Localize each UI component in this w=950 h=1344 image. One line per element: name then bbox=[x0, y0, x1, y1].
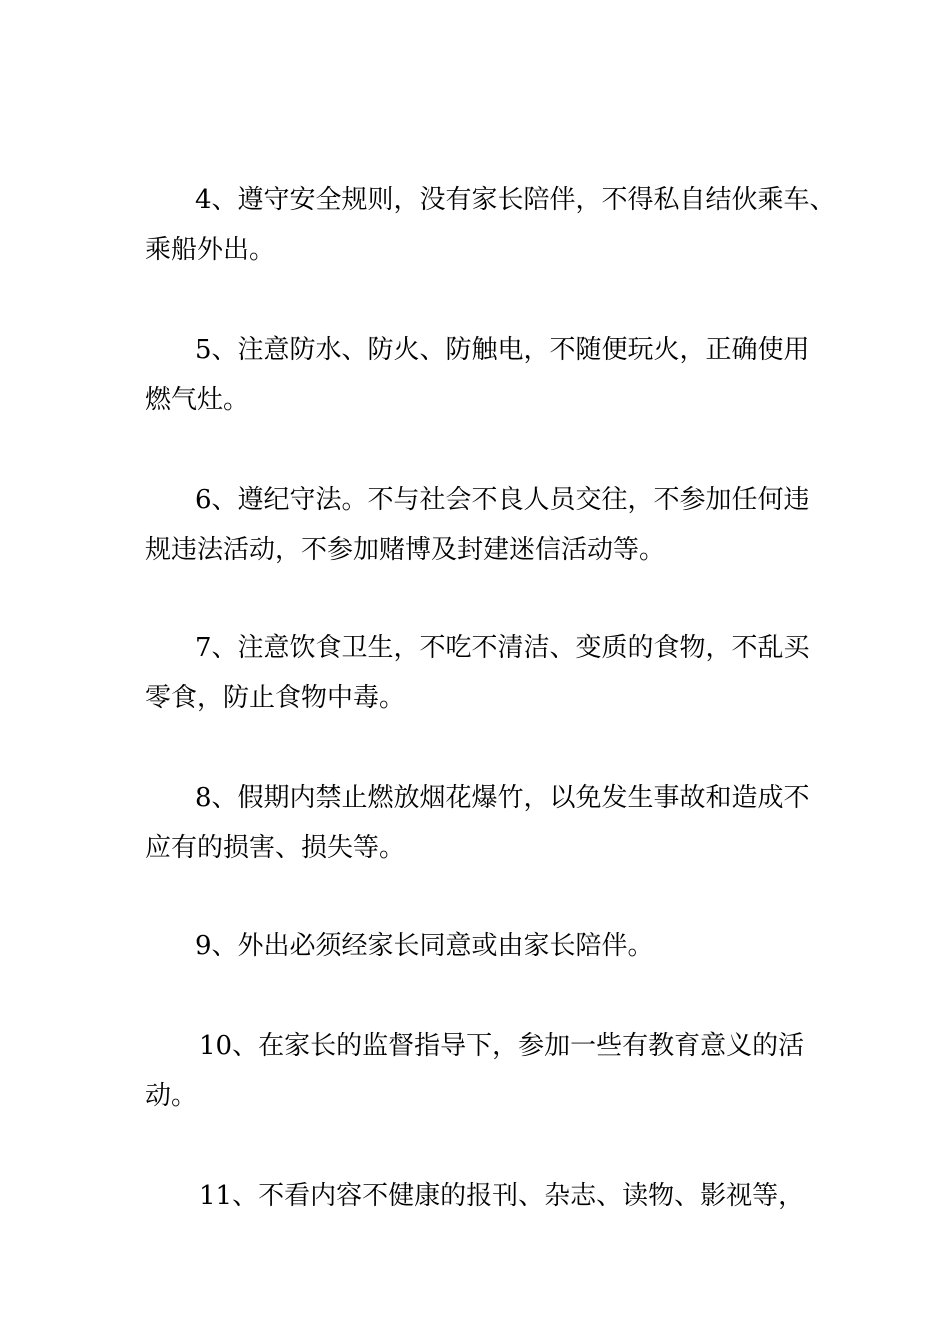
paragraph-line: 应有的损害、损失等。 bbox=[145, 833, 406, 863]
paragraph-line: 动。 bbox=[145, 1081, 198, 1111]
paragraph-5 bbox=[145, 325, 825, 425]
paragraph-8 bbox=[145, 773, 825, 873]
paragraph-line: 11、不看内容不健康的报刊、杂志、读物、影视等， bbox=[199, 1181, 805, 1211]
paragraph-11 bbox=[145, 1171, 825, 1221]
paragraph-line: 7、注意饮食卫生，不吃不清洁、变质的食物，不乱买 bbox=[195, 633, 810, 663]
paragraph-6 bbox=[145, 475, 825, 575]
paragraph-line: 5、注意防水、防火、防触电，不随便玩火，正确使用 bbox=[195, 335, 810, 365]
paragraph-line: 燃气灶。 bbox=[145, 385, 250, 415]
paragraph-line: 8、假期内禁止燃放烟花爆竹，以免发生事故和造成不 bbox=[195, 783, 810, 813]
paragraph-line: 9、外出必须经家长同意或由家长陪伴。 bbox=[195, 931, 654, 961]
paragraph-line: 乘船外出。 bbox=[145, 235, 276, 265]
paragraph-line: 零食，防止食物中毒。 bbox=[145, 683, 406, 713]
paragraph-9 bbox=[145, 921, 825, 971]
paragraph-line: 10、在家长的监督指导下，参加一些有教育意义的活 bbox=[199, 1031, 805, 1061]
paragraph-7 bbox=[145, 623, 825, 723]
paragraph-line: 规违法活动，不参加赌博及封建迷信活动等。 bbox=[145, 535, 666, 565]
paragraph-4 bbox=[145, 175, 836, 275]
paragraph-line: 4、遵守安全规则，没有家长陪伴，不得私自结伙乘车、 bbox=[195, 185, 836, 215]
paragraph-line: 6、遵纪守法。不与社会不良人员交往，不参加任何违 bbox=[195, 485, 810, 515]
paragraph-10 bbox=[145, 1021, 825, 1121]
